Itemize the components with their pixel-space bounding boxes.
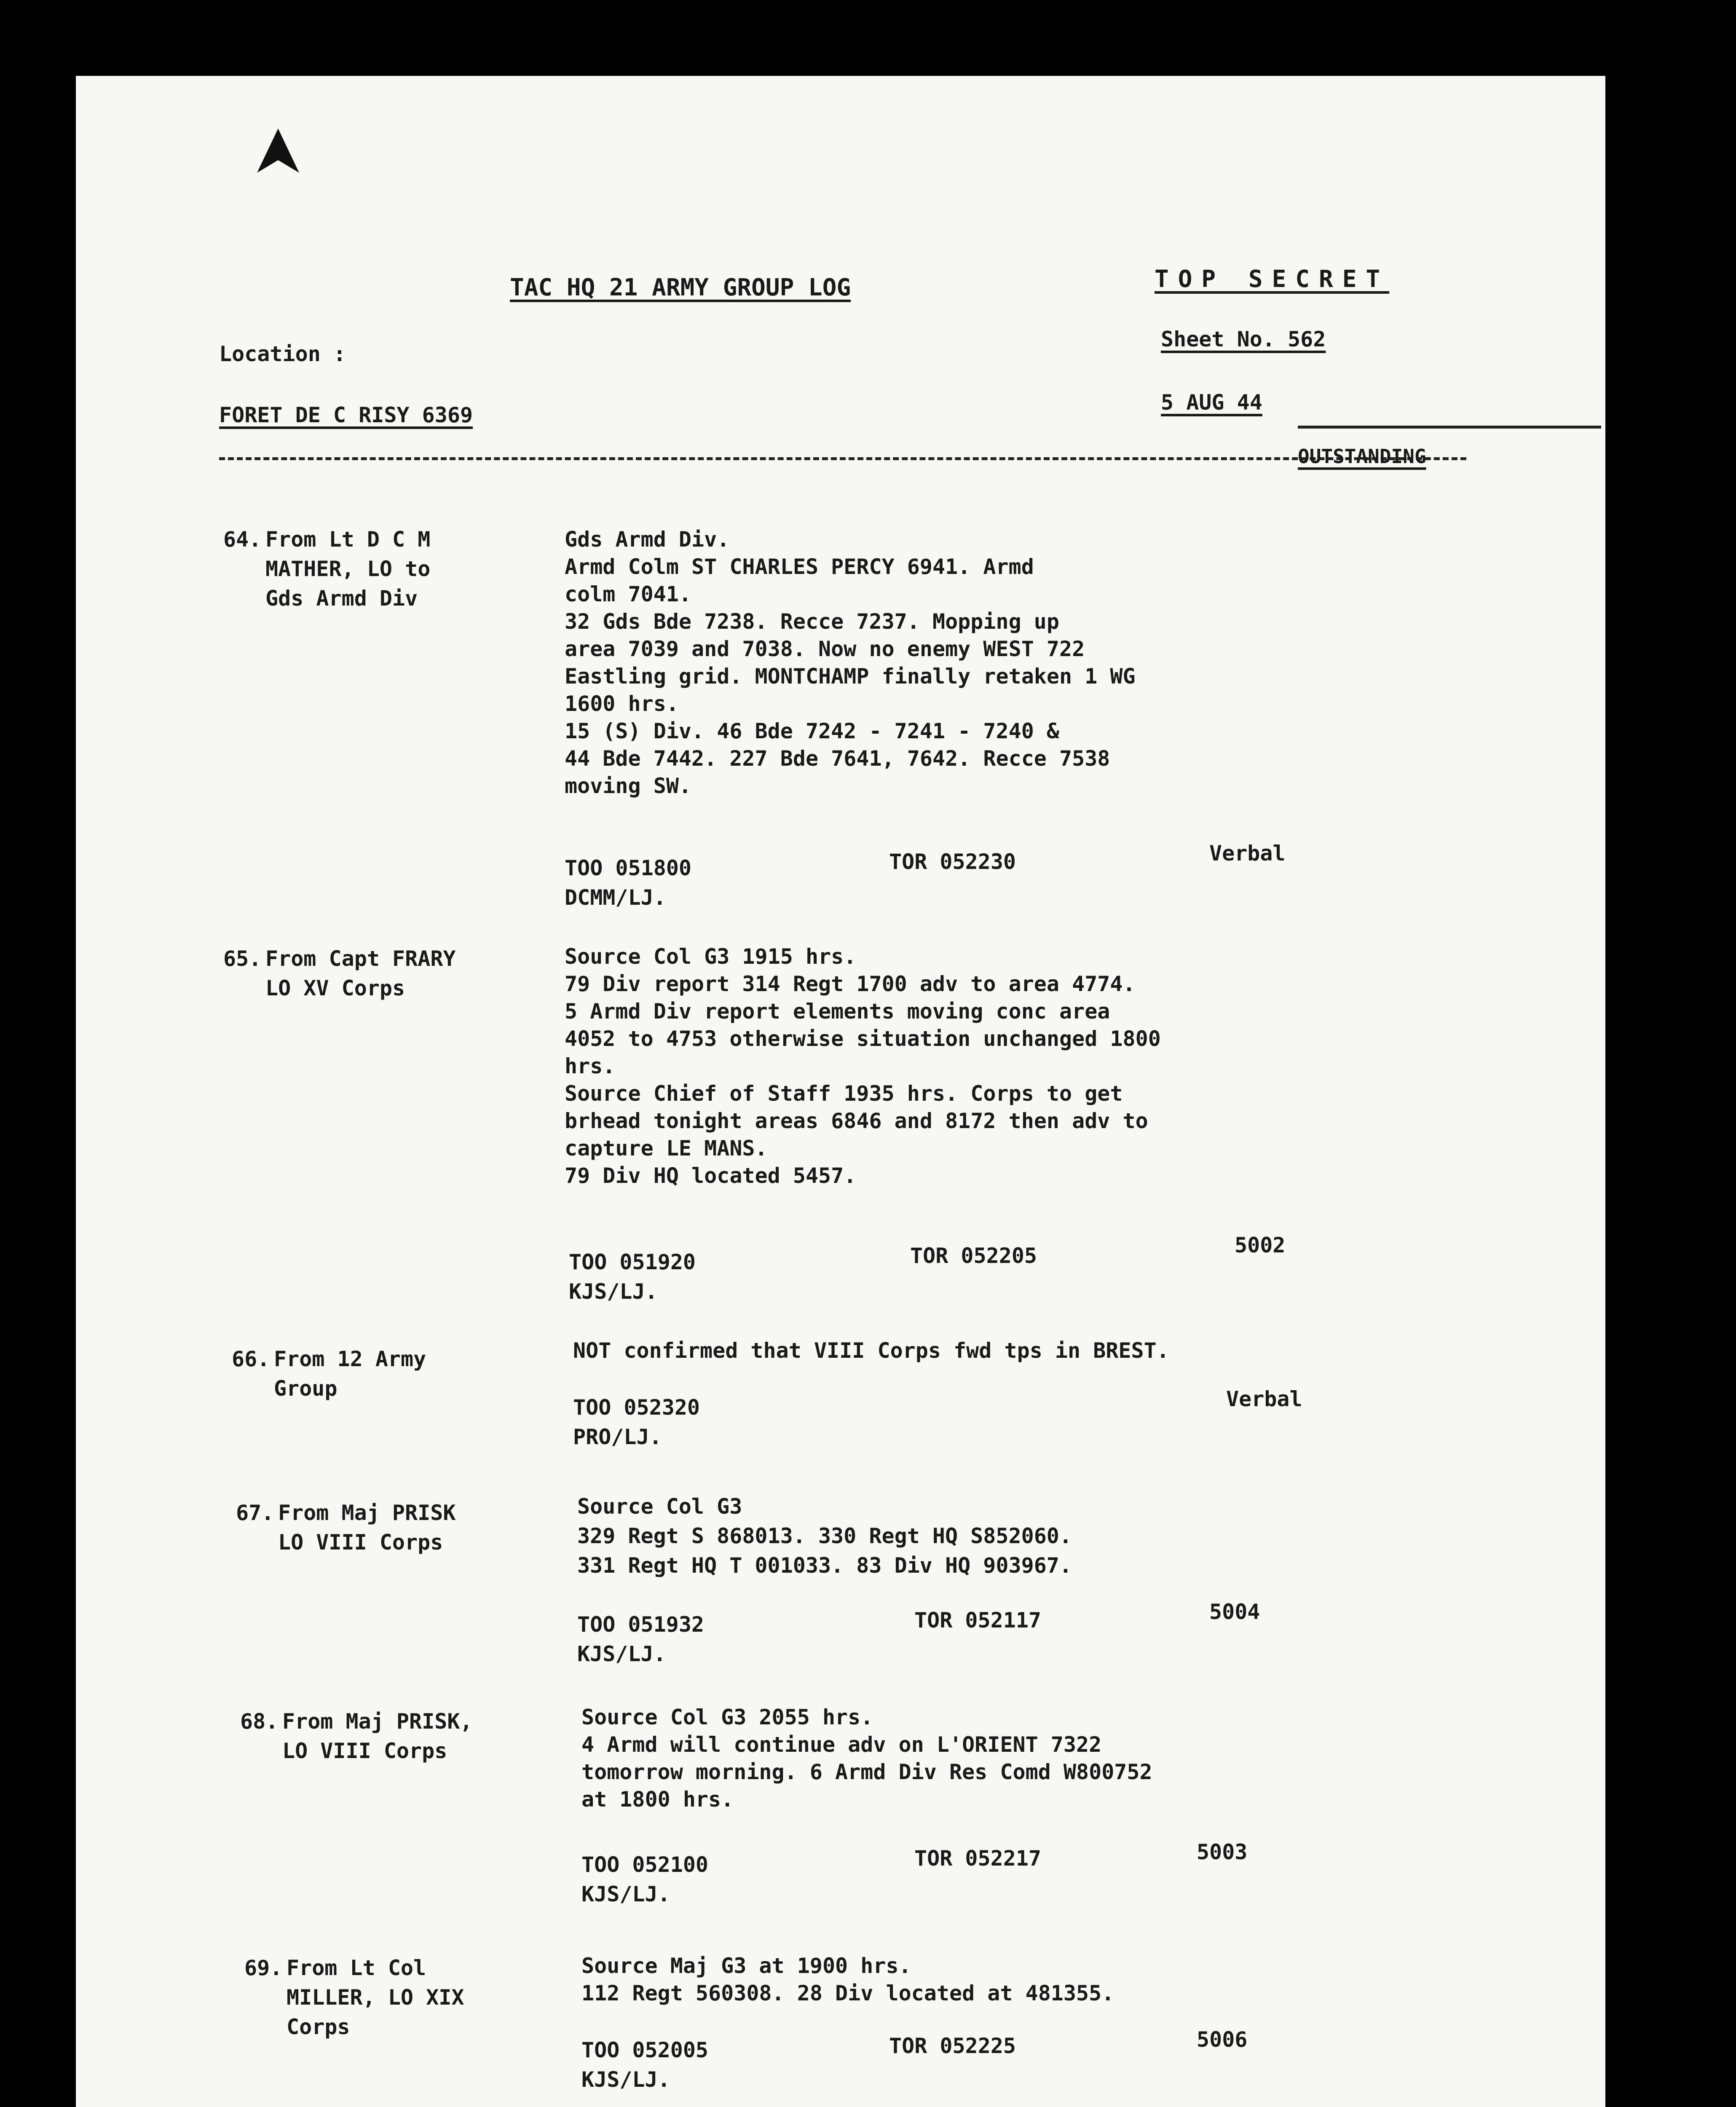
- time-of-origin: TOO 052100: [581, 1852, 709, 1877]
- entry-body-line: 44 Bde 7442. 227 Bde 7641, 7642. Recce 7538: [565, 746, 1110, 771]
- entry-body-line: NOT confirmed that VIII Corps fwd tps in BREST.: [573, 1338, 1169, 1363]
- entry-body-line: 329 Regt S 868013. 330 Regt HQ S852060.: [577, 1524, 1072, 1548]
- signature-initials: KJS/LJ.: [581, 1882, 670, 1906]
- entry-from-line: MATHER, LO to: [265, 557, 431, 581]
- outstanding-label: OUTSTANDING: [1298, 445, 1426, 468]
- entry-from-line: Corps: [287, 2015, 350, 2039]
- entry-number: 66.: [232, 1347, 270, 1371]
- entry-body-line: Source Col G3 2055 hrs.: [581, 1705, 873, 1729]
- entry-from-line: LO VIII Corps: [282, 1739, 447, 1763]
- entry-number: 67.: [236, 1501, 274, 1525]
- location-label: Location :: [219, 342, 346, 366]
- entry-body-line: Source Col G3 1915 hrs.: [565, 944, 857, 969]
- entry-number: 69.: [244, 1956, 283, 1980]
- entry-body-line: 331 Regt HQ T 001033. 83 Div HQ 903967.: [577, 1553, 1072, 1578]
- entry-number: 64.: [223, 527, 262, 552]
- time-of-receipt: TOR 052205: [910, 1244, 1037, 1268]
- entry-body-line: 79 Div report 314 Regt 1700 adv to area 4774.: [565, 972, 1136, 996]
- time-of-origin: TOO 051932: [577, 1612, 705, 1637]
- entry-body-line: brhead tonight areas 6846 and 8172 then adv to: [565, 1109, 1148, 1133]
- entry-body-line: moving SW.: [565, 774, 692, 798]
- entry-from-line: From Maj PRISK: [278, 1501, 456, 1525]
- punch-hole-mark: [253, 126, 303, 177]
- entry-from-line: MILLER, LO XIX: [287, 1985, 464, 2010]
- entry-body-line: Armd Colm ST CHARLES PERCY 6941. Armd: [565, 555, 1034, 579]
- message-reference: 5002: [1235, 1233, 1286, 1257]
- document-sheet: [76, 76, 1605, 2107]
- time-of-receipt: TOR 052230: [889, 850, 1016, 874]
- entry-body-line: Gds Armd Div.: [565, 527, 730, 552]
- time-of-receipt: TOR 052117: [914, 1608, 1042, 1633]
- entry-body-line: 112 Regt 560308. 28 Div located at 481355.: [581, 1981, 1114, 2005]
- time-of-receipt: TOR 052225: [889, 2034, 1016, 2058]
- entry-from-line: From Maj PRISK,: [282, 1709, 473, 1734]
- time-of-origin: TOO 052320: [573, 1395, 700, 1420]
- entry-from-line: From Capt FRARY: [265, 946, 456, 971]
- signature-initials: KJS/LJ.: [577, 1642, 666, 1666]
- entry-from-line: From Lt Col: [287, 1956, 426, 1980]
- time-of-origin: TOO 052005: [581, 2038, 709, 2062]
- header-divider-right: [1298, 426, 1601, 429]
- entry-body-line: Eastling grid. MONTCHAMP finally retaken 1 WG: [565, 664, 1136, 689]
- entry-from-line: From Lt D C M: [265, 527, 431, 552]
- entry-body-line: Source Col G3: [577, 1494, 742, 1519]
- message-reference: Verbal: [1226, 1387, 1302, 1411]
- entry-number: 65.: [223, 946, 262, 971]
- entry-body-line: 79 Div HQ located 5457.: [565, 1163, 857, 1188]
- location-value: FORET DE C RISY 6369: [219, 403, 473, 427]
- entry-body-line: 1600 hrs.: [565, 692, 679, 716]
- signature-initials: KJS/LJ.: [569, 1279, 658, 1304]
- entry-body-line: 32 Gds Bde 7238. Recce 7237. Mopping up: [565, 609, 1059, 634]
- message-reference: 5003: [1197, 1840, 1248, 1864]
- time-of-origin: TOO 051920: [569, 1250, 696, 1274]
- time-of-origin: TOO 051800: [565, 856, 692, 880]
- message-reference: Verbal: [1209, 841, 1286, 866]
- log-title: TAC HQ 21 ARMY GROUP LOG: [510, 274, 851, 301]
- entry-body-line: 5 Armd Div report elements moving conc area: [565, 999, 1110, 1024]
- message-reference: 5006: [1197, 2027, 1248, 2052]
- entry-from-line: LO VIII Corps: [278, 1530, 443, 1555]
- entry-from-line: Gds Armd Div: [265, 586, 418, 611]
- entry-body-line: at 1800 hrs.: [581, 1787, 734, 1812]
- entry-from-line: Group: [274, 1376, 338, 1401]
- classification-label: TOP SECRET: [1155, 265, 1390, 293]
- signature-initials: PRO/LJ.: [573, 1425, 662, 1449]
- header-divider: [219, 457, 1466, 460]
- sheet-number: Sheet No. 562: [1161, 327, 1326, 351]
- message-reference: 5004: [1209, 1600, 1260, 1624]
- entry-from-line: LO XV Corps: [265, 976, 405, 1000]
- signature-initials: KJS/LJ.: [581, 2067, 670, 2092]
- entry-body-line: area 7039 and 7038. Now no enemy WEST 722: [565, 637, 1085, 661]
- entry-number: 68.: [240, 1709, 279, 1734]
- entry-body-line: Source Chief of Staff 1935 hrs. Corps to get: [565, 1081, 1123, 1106]
- entry-body-line: tomorrow morning. 6 Armd Div Res Comd W800752: [581, 1760, 1152, 1784]
- entry-body-line: hrs.: [565, 1054, 616, 1078]
- entry-body-line: Source Maj G3 at 1900 hrs.: [581, 1954, 911, 1978]
- entry-body-line: colm 7041.: [565, 582, 692, 606]
- log-date: 5 AUG 44: [1161, 390, 1262, 415]
- entry-body-line: 15 (S) Div. 46 Bde 7242 - 7241 - 7240 &: [565, 719, 1059, 743]
- entry-body-line: 4052 to 4753 otherwise situation unchanged 1800: [565, 1027, 1161, 1051]
- entry-from-line: From 12 Army: [274, 1347, 426, 1371]
- entry-body-line: 4 Armd will continue adv on L'ORIENT 7322: [581, 1732, 1102, 1757]
- time-of-receipt: TOR 052217: [914, 1846, 1042, 1871]
- entry-body-line: capture LE MANS.: [565, 1136, 768, 1161]
- signature-initials: DCMM/LJ.: [565, 885, 666, 910]
